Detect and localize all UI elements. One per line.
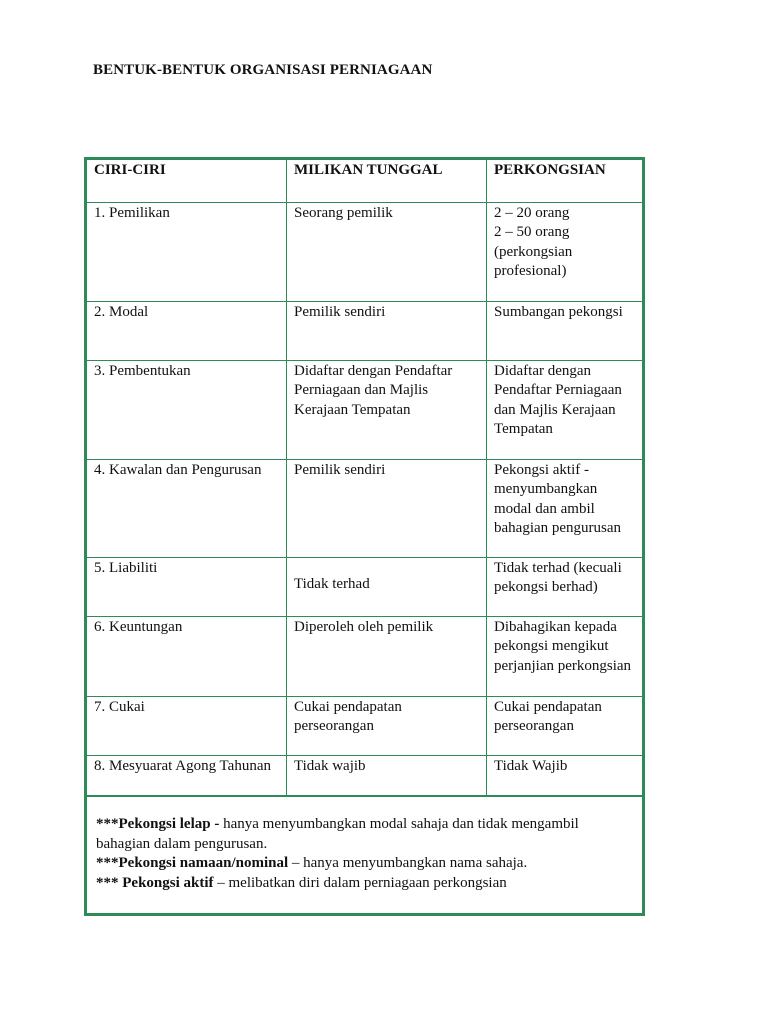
table-row bbox=[87, 301, 642, 360]
header-perkongsian: PERKONGSIAN bbox=[487, 160, 643, 202]
note-term: *** Pekongsi aktif bbox=[96, 874, 214, 891]
table-row bbox=[87, 557, 642, 616]
note-item bbox=[96, 874, 634, 894]
feature-cell: 5. Liabiliti bbox=[87, 557, 287, 616]
tunggal-cell: Didaftar dengan Pendaftar Perniagaan dan Majlis Kerajaan Tempatan bbox=[287, 360, 487, 459]
tunggal-cell: Tidak terhad bbox=[287, 557, 487, 616]
note-text: hanya menyumbangkan modal sahaja dan tidak mengambil bahagian dalam pengurusan. bbox=[96, 816, 579, 852]
tunggal-cell: Diperoleh oleh pemilik bbox=[287, 616, 487, 696]
feature-cell: 2. Modal bbox=[87, 301, 287, 360]
perkongsian-cell: Tidak terhad (kecuali pekongsi berhad) bbox=[487, 557, 643, 616]
feature-cell: 6. Keuntungan bbox=[87, 616, 287, 696]
table-row bbox=[87, 360, 642, 459]
perkongsian-cell: Dibahagikan kepada pekongsi mengikut perjanjian perkongsian bbox=[487, 616, 643, 696]
comparison-table bbox=[84, 157, 645, 797]
table-header-row bbox=[87, 160, 642, 202]
ciri-table bbox=[87, 160, 642, 797]
perkongsian-cell bbox=[487, 202, 643, 301]
table-row bbox=[87, 696, 642, 755]
table-row bbox=[87, 616, 642, 696]
perkongsian-cell: Didaftar dengan Pendaftar Perniagaan dan Majlis Kerajaan Tempatan bbox=[487, 360, 643, 459]
tunggal-cell: Cukai pendapatan perseorangan bbox=[287, 696, 487, 755]
perkongsian-cell-text: 2 – 20 orang 2 – 50 orang (perkongsian profesional) bbox=[494, 204, 573, 279]
table-row bbox=[87, 202, 642, 301]
feature-cell: 7. Cukai bbox=[87, 696, 287, 755]
feature-cell: 8. Mesyuarat Agong Tahunan bbox=[87, 755, 287, 796]
note-text: – hanya menyumbangkan nama sahaja. bbox=[288, 855, 528, 871]
tunggal-cell: Pemilik sendiri bbox=[287, 301, 487, 360]
feature-cell: 3. Pembentukan bbox=[87, 360, 287, 459]
tunggal-cell: Seorang pemilik bbox=[287, 202, 487, 301]
tunggal-cell: Tidak wajib bbox=[287, 755, 487, 796]
perkongsian-cell: Sumbangan pekongsi bbox=[487, 301, 643, 360]
table-row bbox=[87, 459, 642, 557]
feature-cell: 4. Kawalan dan Pengurusan bbox=[87, 459, 287, 557]
table-row bbox=[87, 755, 642, 796]
feature-cell: 1. Pemilikan bbox=[87, 202, 287, 301]
header-milikan-tunggal: MILIKAN TUNGGAL bbox=[287, 160, 487, 202]
notes-box bbox=[84, 795, 645, 916]
perkongsian-cell: Cukai pendapatan perseorangan bbox=[487, 696, 643, 755]
note-text: – melibatkan diri dalam perniagaan perkongsian bbox=[213, 874, 507, 891]
note-item bbox=[96, 815, 634, 854]
perkongsian-cell: Tidak Wajib bbox=[487, 755, 643, 796]
note-term: ***Pekongsi namaan/nominal bbox=[96, 855, 289, 871]
note-term: ***Pekongsi lelap - bbox=[96, 816, 220, 832]
note-item bbox=[96, 854, 634, 874]
tunggal-cell: Pemilik sendiri bbox=[287, 459, 487, 557]
perkongsian-cell: Pekongsi aktif - menyumbangkan modal dan ambil bahagian pengurusan bbox=[487, 459, 643, 557]
header-ciri-ciri: CIRI-CIRI bbox=[87, 160, 287, 202]
page-title: BENTUK-BENTUK ORGANISASI PERNIAGAAN bbox=[93, 62, 433, 78]
